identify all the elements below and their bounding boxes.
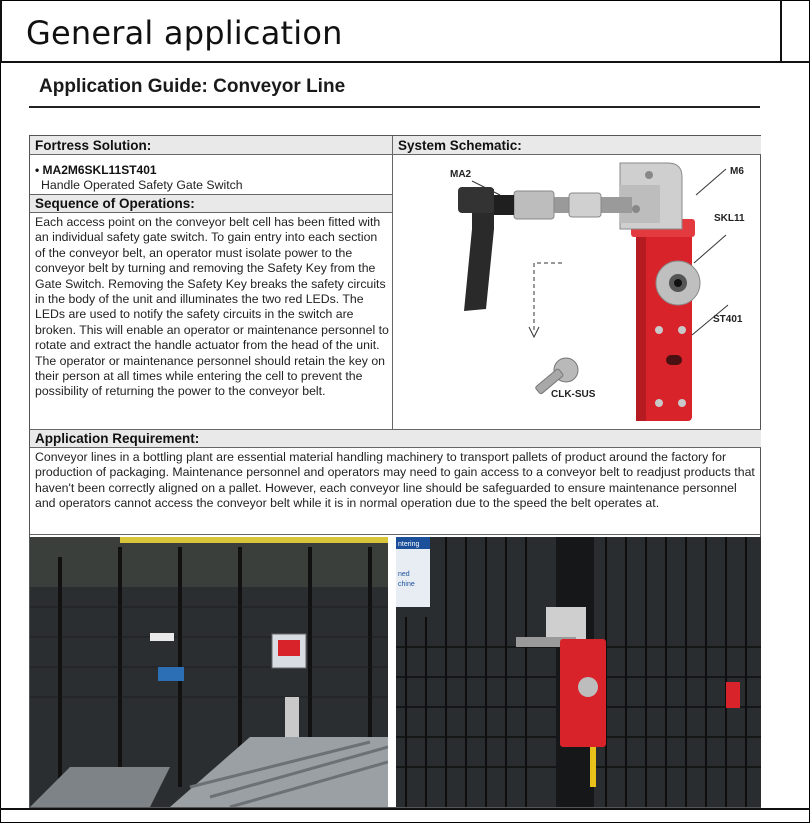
title-left-border xyxy=(0,0,2,61)
column-divider xyxy=(392,136,393,429)
label-skl11: SKL11 xyxy=(714,213,745,224)
label-st401: ST401 xyxy=(713,314,743,325)
system-schematic-header: System Schematic: xyxy=(398,138,522,153)
system-schematic-drawing xyxy=(394,155,760,428)
sequence-top-rule xyxy=(30,194,392,195)
label-ma2: MA2 xyxy=(450,169,472,180)
requirement-header: Application Requirement: xyxy=(35,431,200,446)
sequence-text: Each access point on the conveyor belt cell has been fitted with an individual safety gate switch. To gain entry into each section of the conveyor belt, an operator must isolate power to the conveyor belt by turning and removing the Safety Key from the Gate Switch. Removing the Safety Key breaks the safety circuits in the body of the unit and illuminates the two red LEDs. The LEDs are used to notify the safety circuits in the switch are broken. This will enable an operator or maintenance personnel to rotate and extract the handle actuator from the head of the unit. The operator or maintenance personnel should retain the key on their person at all times while entering the cell to prevent the possibility of returning the power to the conveyor belt. xyxy=(35,215,389,399)
sequence-header: Sequence of Operations: xyxy=(35,196,195,211)
sign-text-line-3: chine xyxy=(398,581,415,588)
sign-text-line-2: ned xyxy=(398,571,410,578)
fortress-solution-header: Fortress Solution: xyxy=(35,138,152,153)
requirement-header-rule xyxy=(30,447,761,448)
photos-top-rule xyxy=(30,534,761,535)
slide-title: General application xyxy=(26,14,343,52)
requirement-top-rule xyxy=(30,429,761,430)
requirement-text: Conveyor lines in a bottling plant are essential material handling machinery to transport pallets of product around the factory for production of packaging. Maintenance personnel and operators may need to gain access to a conveyor belt to readjust products that haven't been correctly aligned on a pallet. However, each conveyor line should be safeguarded to ensure maintenance personnel and operators cannot access the conveyor belt while it is in normal operation due to the speed the belt operates at. xyxy=(35,450,755,511)
guide-title: Application Guide: Conveyor Line xyxy=(39,76,346,97)
title-divider xyxy=(0,61,810,63)
bottom-divider xyxy=(0,808,810,810)
conveyor-line-photo-left xyxy=(30,537,388,807)
sequence-header-rule xyxy=(30,212,392,213)
safety-switch-photo-right xyxy=(396,537,761,807)
guide-title-rule xyxy=(29,106,760,108)
application-guide-table xyxy=(29,135,761,808)
product-name: Handle Operated Safety Gate Switch xyxy=(41,178,243,192)
product-code: • MA2M6SKL11ST401 xyxy=(35,163,157,177)
title-right-border xyxy=(780,0,782,61)
label-m6: M6 xyxy=(730,166,744,177)
sign-text-line-1: ntering xyxy=(398,541,420,548)
label-clk-sus: CLK-SUS xyxy=(551,389,596,400)
